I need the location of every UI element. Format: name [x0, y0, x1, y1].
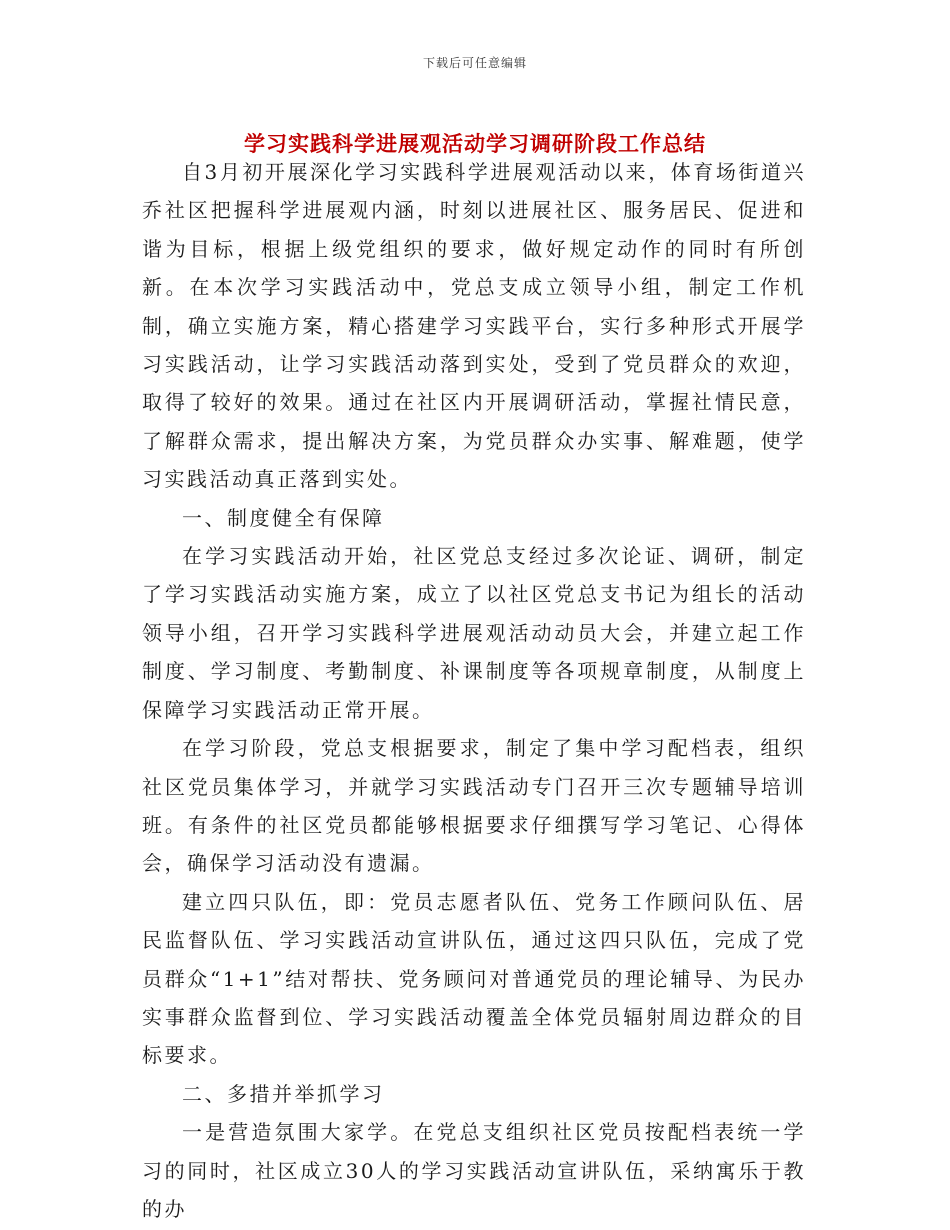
section-heading-2: 二、多措并举抓学习 [182, 1081, 385, 1106]
paragraph-study-stage: 在学习阶段，党总支根据要求，制定了集中学习配档表，组织社区党员集体学习，并就学习实践活动专门召开三次专题辅导培训班。有条件的社区党员都能够根据要求仔细撰写学习笔记、心得体会，确保学习活动没有遗漏。 [142, 736, 806, 876]
document-body [142, 153, 806, 1228]
paragraph-system: 在学习实践活动开始，社区党总支经过多次论证、调研，制定了学习实践活动实施方案，成立了以社区党总支书记为组长的活动领导小组，召开学习实践科学进展观活动动员大会，并建立起工作制度、学习制度、考勤制度、补课制度等各项规章制度，从制度上保障学习实践活动正常开展。 [142, 544, 806, 722]
paragraph-intro: 自3月初开展深化学习实践科学进展观活动以来，体育场街道兴乔社区把握科学进展观内涵，时刻以进展社区、服务居民、促进和谐为目标，根据上级党组织的要求，做好规定动作的同时有所创新。在本次学习实践活动中，党总支成立领导小组，制定工作机制，确立实施方案，精心搭建学习实践平台，实行多种形式开展学习实践活动，让学习实践活动落到实处，受到了党员群众的欢迎，取得了较好的效果。通过在社区内开展调研活动，掌握社情民意，了解群众需求，提出解决方案，为党员群众办实事、解难题，使学习实践活动真正落到实处。 [142, 160, 806, 492]
page-header-note: 下载后可任意编辑 [422, 56, 527, 70]
paragraph-atmosphere: 一是营造氛围大家学。在党总支组织社区党员按配档表统一学习的同时，社区成立30人的学习实践活动宣讲队伍，采纳寓乐于教的办 [142, 1120, 806, 1221]
document-title: 学习实践科学进展观活动学习调研阶段工作总结 [244, 132, 706, 157]
paragraph-four-teams: 建立四只队伍，即：党员志愿者队伍、党务工作顾问队伍、居民监督队伍、学习实践活动宣讲队伍，通过这四只队伍，完成了党员群众“1+1”结对帮扶、党务顾问对普通党员的理论辅导、为民办实事群众监督到位、学习实践活动覆盖全体党员辐射周边群众的目标要求。 [142, 889, 806, 1068]
section-heading-1: 一、制度健全有保障 [182, 505, 385, 530]
